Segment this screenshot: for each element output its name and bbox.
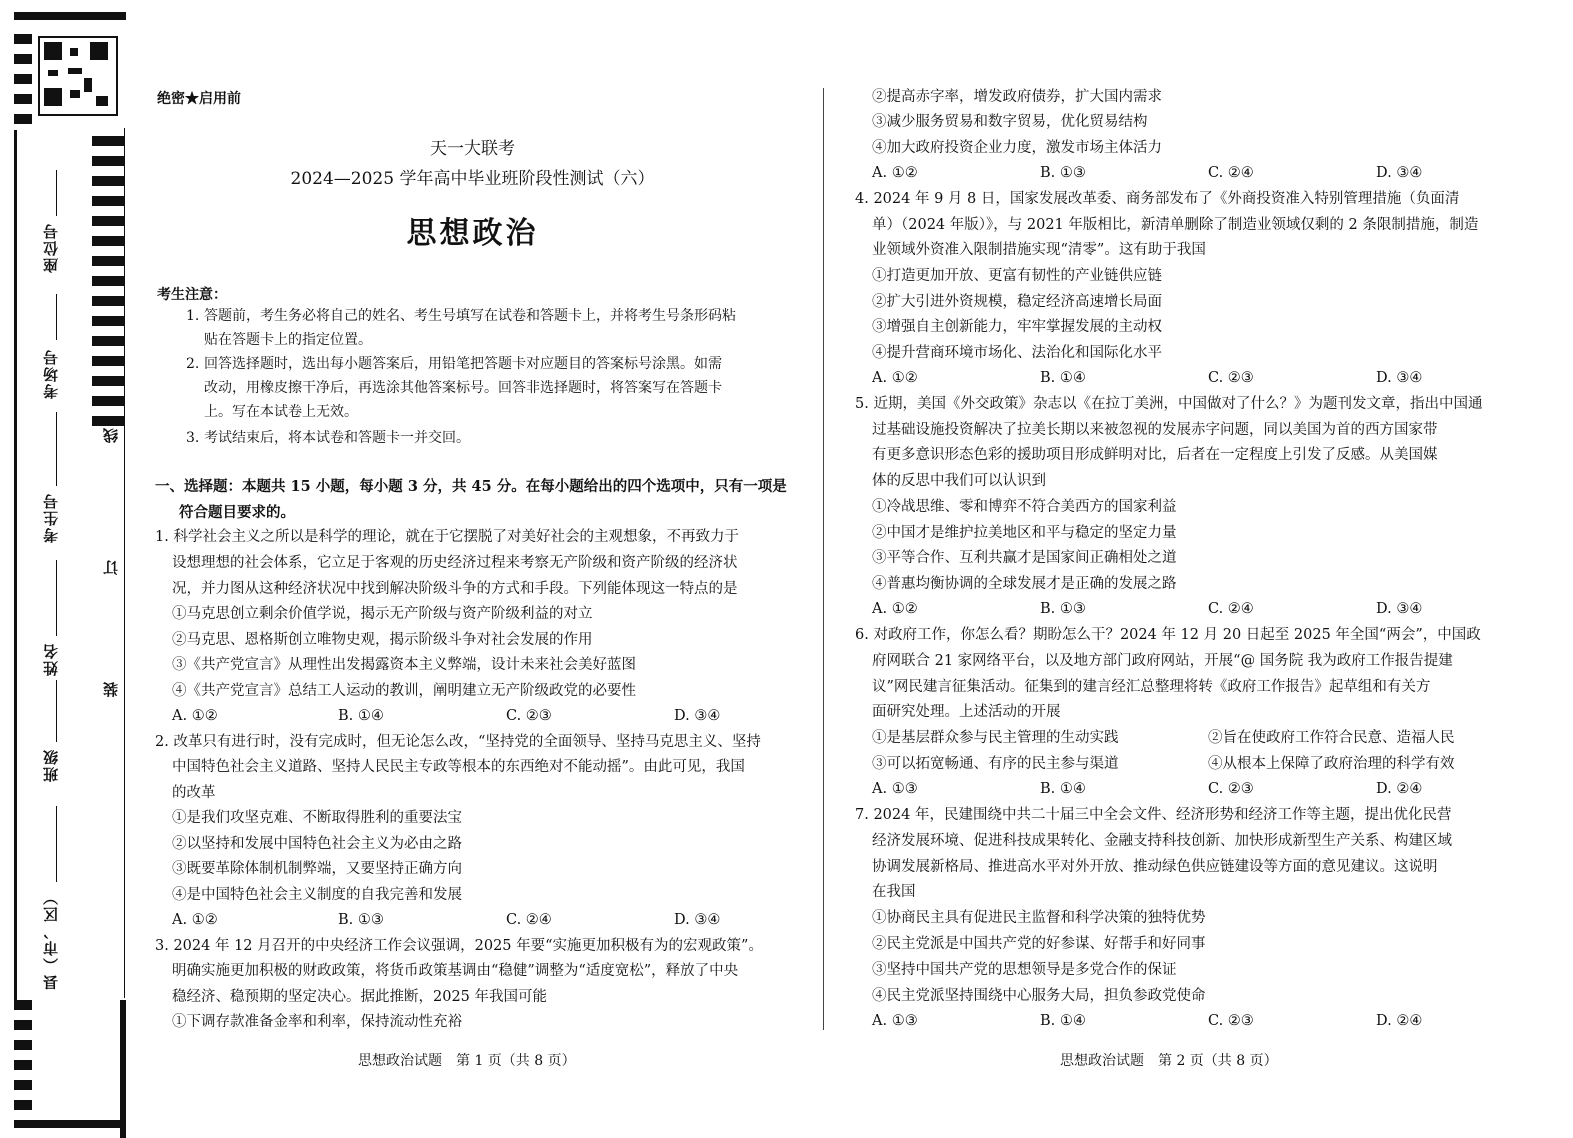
qr-code	[38, 36, 118, 116]
q3-option-b[interactable]: B. ①③	[1040, 165, 1086, 181]
q2-option-b[interactable]: B. ①③	[338, 912, 384, 928]
q4-option-a[interactable]: A. ①②	[872, 370, 918, 386]
footer-page-2: 思想政治试题 第 2 页（共 8 页）	[1060, 1053, 1278, 1069]
notes-title: 考生注意：	[157, 287, 227, 303]
q5-option-c[interactable]: C. ②④	[1208, 601, 1254, 617]
q7-option-b[interactable]: B. ①④	[1040, 1013, 1086, 1029]
subject-title: 思想政治	[406, 216, 539, 251]
exam-organizer: 天一大联考	[430, 139, 515, 159]
note-1: 1. 答题前，考生务必将自己的姓名、考生号填写在试卷和答题卡上，并将考生号条形码粘 贴在答题卡上的指定位置。	[186, 308, 736, 348]
field-class: 班级	[42, 748, 60, 782]
field-class-line[interactable]	[56, 680, 57, 742]
field-examinee-line[interactable]	[56, 412, 57, 486]
field-room: 考场号	[42, 348, 60, 399]
q4-option-d[interactable]: D. ③④	[1376, 370, 1423, 386]
cut-mark-bind: 订	[102, 560, 120, 575]
field-county-line[interactable]	[56, 806, 57, 882]
q7-option-c[interactable]: C. ②③	[1208, 1013, 1254, 1029]
q1-option-a[interactable]: A. ①②	[172, 708, 218, 724]
q1-option-b[interactable]: B. ①④	[338, 708, 384, 724]
q4-option-b[interactable]: B. ①④	[1040, 370, 1086, 386]
q6-option-c[interactable]: C. ②③	[1208, 781, 1254, 797]
q7-option-a[interactable]: A. ①③	[872, 1013, 918, 1029]
q5-option-b[interactable]: B. ①③	[1040, 601, 1086, 617]
field-name-line[interactable]	[56, 560, 57, 636]
q6-option-a[interactable]: A. ①③	[872, 781, 918, 797]
q6-option-b[interactable]: B. ①④	[1040, 781, 1086, 797]
section-heading: 一、选择题：本题共 15 小题，每小题 3 分，共 45 分。在每小题给出的四个选项中，只有一项是 符合题目要求的。	[155, 478, 787, 521]
field-room-line[interactable]	[56, 294, 57, 340]
note-3: 3. 考试结束后，将本试卷和答题卡一并交回。	[186, 430, 470, 446]
q7-option-d[interactable]: D. ②④	[1376, 1013, 1423, 1029]
note-2: 2. 回答选择题时，选出每小题答案后，用铅笔把答题卡对应题目的答案标号涂黑。如需 改动，用橡皮擦干净后，再选涂其他答案标号。回答非选择题时，将答案写在答题卡 上。写在本试卷上无效。	[186, 356, 722, 420]
q5-option-a[interactable]: A. ①②	[872, 601, 918, 617]
cut-mark-staple: 装	[102, 682, 120, 697]
q3-option-d[interactable]: D. ③④	[1376, 165, 1423, 181]
field-name: 姓名	[42, 642, 60, 676]
q3-option-c[interactable]: C. ②④	[1208, 165, 1254, 181]
field-examinee-no: 考生号	[42, 492, 60, 543]
column-divider	[823, 88, 824, 1030]
q4-option-c[interactable]: C. ②③	[1208, 370, 1254, 386]
field-seat: 座位号	[42, 222, 60, 273]
secret-label: 绝密★启用前	[157, 91, 241, 107]
q2-option-c[interactable]: C. ②④	[506, 912, 552, 928]
q5-option-d[interactable]: D. ③④	[1376, 601, 1423, 617]
q2-option-a[interactable]: A. ①②	[172, 912, 218, 928]
field-county: 县（市、区）	[42, 888, 60, 990]
field-seat-line[interactable]	[56, 170, 57, 216]
q6-option-d[interactable]: D. ②④	[1376, 781, 1423, 797]
cut-mark-line: 线	[102, 428, 120, 443]
footer-page-1: 思想政治试题 第 1 页（共 8 页）	[358, 1053, 576, 1069]
q2-option-d[interactable]: D. ③④	[674, 912, 721, 928]
binding-line	[124, 128, 125, 998]
q3-option-a[interactable]: A. ①②	[872, 165, 918, 181]
q1-option-d[interactable]: D. ③④	[674, 708, 721, 724]
q1-option-c[interactable]: C. ②③	[506, 708, 552, 724]
exam-title: 2024—2025 学年高中毕业班阶段性测试（六）	[290, 169, 655, 189]
